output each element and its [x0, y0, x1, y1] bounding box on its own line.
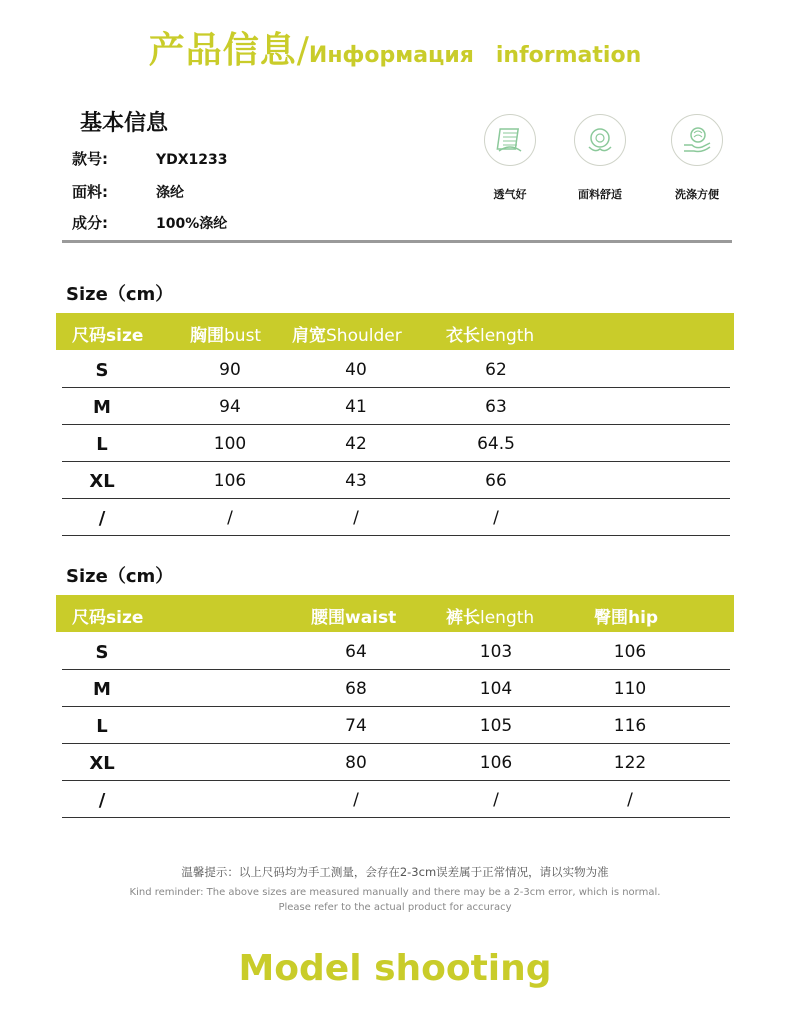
- title-ru: Информация: [308, 43, 474, 68]
- cell-waist: 74: [345, 716, 367, 736]
- cell-length: 105: [479, 716, 513, 736]
- cell-hip: 110: [613, 679, 647, 699]
- info-value: 涤纶: [156, 185, 184, 201]
- table-row: [62, 670, 730, 707]
- info-value: 100%涤纶: [156, 216, 228, 232]
- cell-bust: 90: [219, 360, 241, 380]
- cell-size: L: [96, 434, 108, 455]
- cell-length: 64.5: [477, 434, 515, 454]
- feature-breathable: [465, 114, 555, 202]
- cell-bust: /: [227, 508, 233, 528]
- feature-label: 透气好: [493, 188, 527, 201]
- info-label: 面料:: [72, 183, 108, 201]
- cell-size: XL: [89, 471, 115, 492]
- cell-shoulder: 40: [345, 360, 367, 380]
- table-row: [62, 388, 730, 425]
- cell-shoulder: 41: [345, 397, 367, 417]
- table-row: [62, 425, 730, 462]
- info-row-style-number: [72, 148, 228, 169]
- model-shooting-title: Model shooting: [238, 948, 552, 989]
- header-bust: 胸围bust: [190, 326, 262, 346]
- easy-wash-hand-icon: [671, 114, 723, 166]
- cell-hip: /: [627, 790, 633, 810]
- reminder-en-line2: Please refer to the actual product for accuracy: [278, 902, 512, 913]
- table-row: [62, 781, 730, 818]
- cell-waist: /: [353, 790, 359, 810]
- header-pants-length: 裤长length: [446, 608, 535, 628]
- cell-hip: 122: [613, 753, 647, 773]
- cell-length: 63: [485, 397, 507, 417]
- cell-length: /: [493, 508, 499, 528]
- header-size: 尺码size: [72, 326, 144, 346]
- basic-info-title: 基本信息: [80, 111, 169, 136]
- table-row: [62, 462, 730, 499]
- table-row: [62, 633, 730, 670]
- cell-shoulder: /: [353, 508, 359, 528]
- info-label: 款号:: [72, 150, 108, 168]
- cell-length: 106: [479, 753, 513, 773]
- cell-size: M: [93, 679, 111, 700]
- section-divider: [62, 240, 732, 243]
- cell-size: M: [93, 397, 111, 418]
- cell-size: S: [95, 360, 109, 381]
- cell-length: 103: [479, 642, 513, 662]
- feature-label: 面料舒适: [578, 188, 622, 201]
- cell-length: 104: [479, 679, 513, 699]
- top-table-title: Size（cm）: [66, 284, 174, 305]
- cell-size: XL: [89, 753, 115, 774]
- cell-bust: 100: [213, 434, 247, 454]
- feature-label: 洗涤方便: [675, 188, 719, 201]
- cell-size: /: [98, 790, 106, 811]
- comfort-fabric-icon: [574, 114, 626, 166]
- cell-length: 66: [485, 471, 507, 491]
- breathable-fabric-icon: [484, 114, 536, 166]
- bottom-table-header: [56, 595, 734, 632]
- info-row-composition: [72, 212, 227, 233]
- cell-hip: 116: [613, 716, 647, 736]
- cell-size: S: [95, 642, 109, 663]
- title-zh: 产品信息: [148, 30, 297, 71]
- cell-bust: 94: [219, 397, 241, 417]
- table-row: [62, 707, 730, 744]
- cell-shoulder: 43: [345, 471, 367, 491]
- reminder-en-line1: Kind reminder: The above sizes are measured manually and there may be a 2-3cm error, which is normal.: [129, 887, 661, 898]
- info-row-fabric: [72, 181, 184, 202]
- cell-length: /: [493, 790, 499, 810]
- info-label: 成分:: [72, 214, 108, 232]
- title-separator: /: [296, 30, 309, 71]
- cell-hip: 106: [613, 642, 647, 662]
- table-row: [62, 351, 730, 388]
- header-hip: 臀围hip: [594, 608, 659, 628]
- cell-shoulder: 42: [345, 434, 367, 454]
- cell-size: /: [98, 508, 106, 529]
- title-en: information: [495, 43, 642, 68]
- top-table-header: [56, 313, 734, 350]
- page-title: [0, 22, 790, 73]
- header-waist: 腰围waist: [311, 608, 397, 628]
- info-value: YDX1233: [156, 152, 228, 168]
- cell-bust: 106: [213, 471, 247, 491]
- table-row: [62, 499, 730, 536]
- table-row: [62, 744, 730, 781]
- cell-waist: 80: [345, 753, 367, 773]
- feature-easy-wash: [652, 114, 742, 202]
- cell-waist: 64: [345, 642, 367, 662]
- reminder-zh: 温馨提示：以上尺码均为手工测量，会存在2-3cm误差属于正常情况，请以实物为准: [181, 865, 609, 879]
- bottom-table-title: Size（cm）: [66, 566, 174, 587]
- header-shoulder: 肩宽Shoulder: [292, 326, 402, 346]
- header-length: 衣长length: [446, 326, 535, 346]
- feature-comfort: [555, 114, 645, 202]
- cell-size: L: [96, 716, 108, 737]
- header-size: 尺码size: [72, 608, 144, 628]
- cell-waist: 68: [345, 679, 367, 699]
- cell-length: 62: [485, 360, 507, 380]
